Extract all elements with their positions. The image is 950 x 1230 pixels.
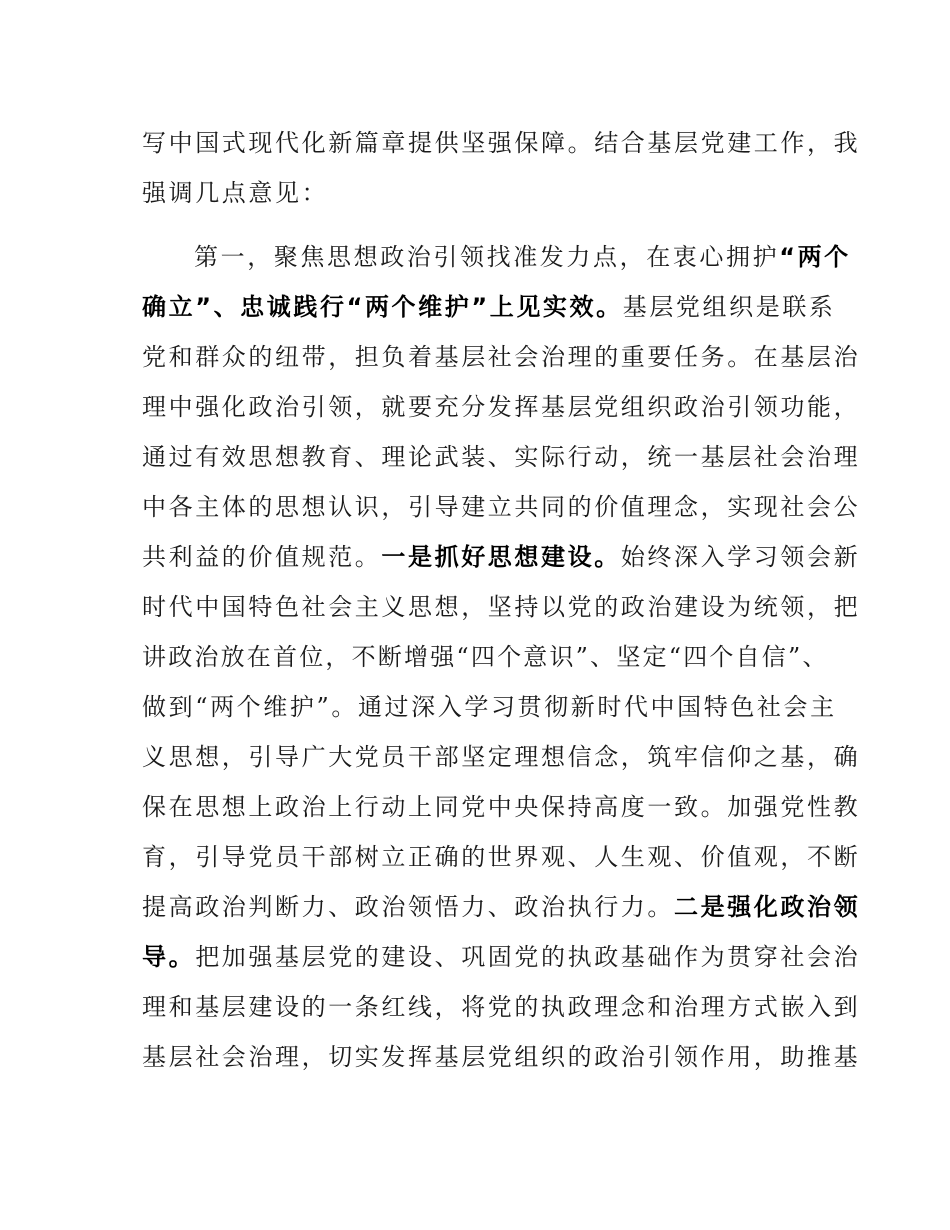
bold-subheading-text: 一是抓好思想建设。 — [381, 543, 621, 571]
text-line: 强调几点意见： — [142, 179, 329, 207]
bold-heading-text: “两个 — [779, 243, 851, 271]
plain-text: 第一，聚焦思想政治引领找准发力点，在衷心拥护 — [194, 243, 780, 271]
plain-text: 基层党组织是联系 — [622, 293, 836, 321]
text-line: 做到“两个维护”。通过深入学习贯彻新时代中国特色社会主 — [142, 693, 837, 721]
text-line: 时代中国特色社会主义思想，坚持以党的政治建设为统领，把 — [142, 593, 861, 621]
text-line: 理中强化政治引领，就要充分发挥基层党组织政治引领功能， — [142, 393, 861, 421]
text-line: 讲政治放在首位，不断增强“四个意识”、坚定“四个自信”、 — [142, 643, 829, 671]
bold-subheading-text: 二是强化政治领 — [674, 893, 861, 921]
paragraph-intro-continuation — [142, 118, 861, 218]
text-line: 理和基层建设的一条红线，将党的执政理念和治理方式嵌入到 — [142, 993, 861, 1021]
plain-text: 把加强基层党的建设、巩固党的执政基础作为贯穿社会治 — [195, 943, 861, 971]
text-line — [142, 932, 861, 982]
text-line — [142, 532, 861, 582]
text-line — [142, 882, 861, 932]
plain-text: 提高政治判断力、政治领悟力、政治执行力。 — [142, 893, 674, 921]
text-line: 基层社会治理，切实发挥基层党组织的政治引领作用，助推基 — [142, 1043, 861, 1071]
text-line: 中各主体的思想认识，引导建立共同的价值理念，实现社会公 — [142, 493, 861, 521]
text-line — [142, 232, 851, 282]
text-line: 保在思想上政治上行动上同党中央保持高度一致。加强党性教 — [142, 793, 861, 821]
text-line: 义思想，引导广大党员干部坚定理想信念，筑牢信仰之基，确 — [142, 743, 861, 771]
paragraph-point-one — [142, 232, 861, 1082]
plain-text: 共利益的价值规范。 — [142, 543, 382, 571]
text-line — [142, 282, 836, 332]
bold-subheading-text: 导。 — [142, 943, 196, 971]
text-line: 通过有效思想教育、理论武装、实际行动，统一基层社会治理 — [142, 443, 861, 471]
text-line: 育，引导党员干部树立正确的世界观、人生观、价值观，不断 — [142, 843, 861, 871]
plain-text: 始终深入学习领会新 — [620, 543, 861, 571]
text-line: 写中国式现代化新篇章提供坚强保障。结合基层党建工作，我 — [142, 129, 861, 157]
bold-heading-text: 确立”、忠诚践行“两个维护”上见实效。 — [142, 293, 623, 321]
text-line: 党和群众的纽带，担负着基层社会治理的重要任务。在基层治 — [142, 343, 861, 371]
